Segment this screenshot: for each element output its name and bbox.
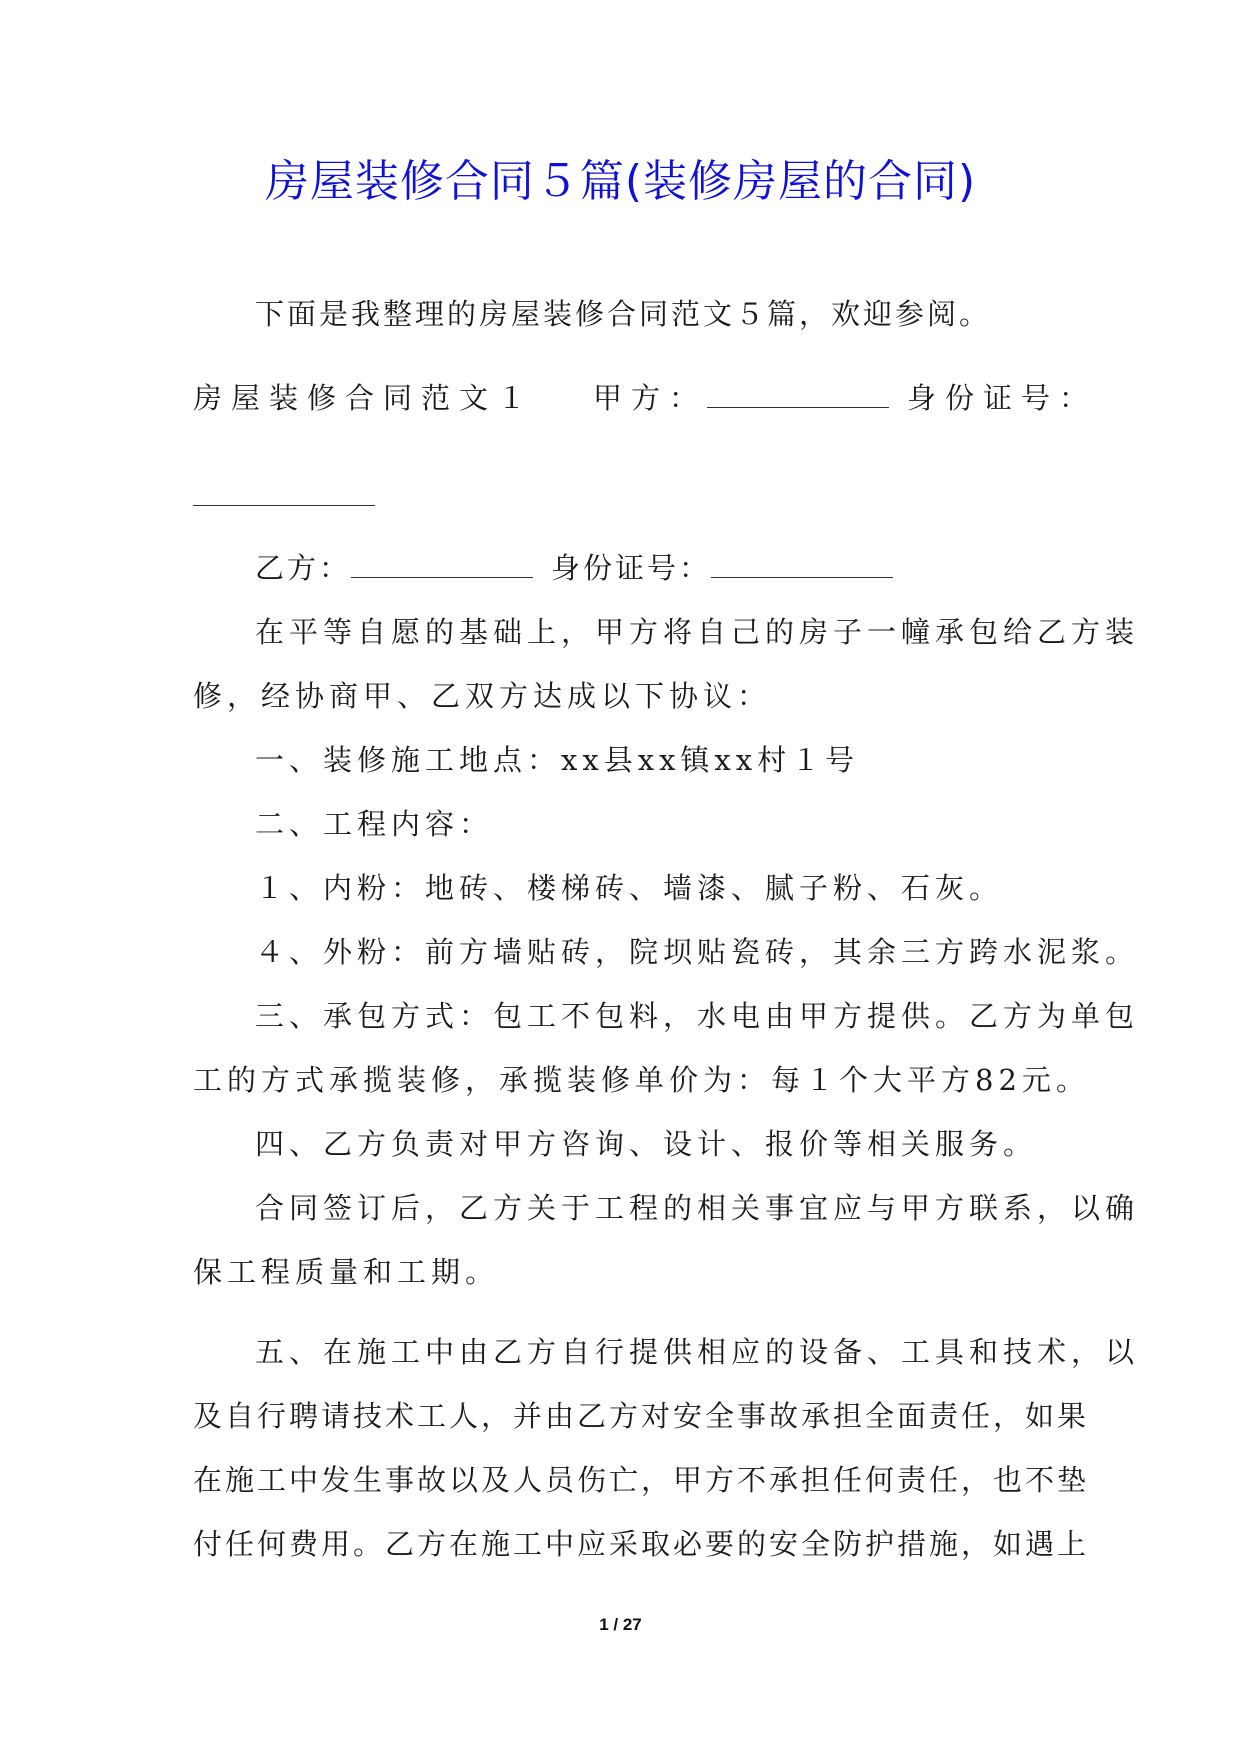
- party-a-id-blank: [193, 479, 375, 506]
- paragraph-line: 在施工中发生事故以及人员伤亡，甲方不承担任何责任，也不垫: [193, 1463, 1090, 1497]
- paragraph-line: 四、乙方负责对甲方咨询、设计、报价等相关服务。: [255, 1127, 1038, 1161]
- document-title: 房屋装修合同５篇(装修房屋的合同): [264, 156, 977, 207]
- party-b-blank: [351, 551, 533, 578]
- party-a-id-label: 身份证号：: [907, 381, 1098, 415]
- paragraph-line: １、内粉：地砖、楼梯砖、墙漆、腻子粉、石灰。: [255, 871, 1004, 905]
- paragraph-line: ４、外粉：前方墙贴砖，院坝贴瓷砖，其余三方跨水泥浆。: [255, 935, 1140, 969]
- party-a-id-blank-row: [193, 476, 375, 516]
- paragraph-line: 保工程质量和工期。: [193, 1255, 500, 1289]
- party-b-id-blank: [711, 551, 893, 578]
- intro-paragraph: 下面是我整理的房屋装修合同范文５篇，欢迎参阅。: [255, 297, 992, 331]
- party-a-label: 甲方：: [593, 381, 708, 415]
- paragraph-line: 二、工程内容：: [255, 807, 494, 841]
- party-b-label: 乙方：: [255, 551, 352, 585]
- paragraph-line: 工的方式承揽装修，承揽装修单价为：每１个大平方82元。: [193, 1063, 1090, 1097]
- paragraph-line: 付任何费用。乙方在施工中应采取必要的安全防护措施，如遇上: [193, 1527, 1090, 1561]
- paragraph-line: 及自行聘请技术工人，并由乙方对安全事故承担全面责任，如果: [193, 1399, 1090, 1433]
- section-heading-row: [193, 378, 1097, 418]
- paragraph-line: 一、装修施工地点：xx县xx镇xx村１号: [255, 743, 860, 777]
- page-number: 1 / 27: [599, 1615, 642, 1634]
- section-heading: 房屋装修合同范文１: [193, 381, 536, 415]
- paragraph-line: 三、承包方式：包工不包料，水电由甲方提供。乙方为单包: [255, 999, 1140, 1033]
- party-b-id-label: 身份证号：: [551, 551, 712, 585]
- paragraph-line: 合同签订后，乙方关于工程的相关事宜应与甲方联系，以确: [255, 1191, 1140, 1225]
- party-b-row: [255, 548, 893, 588]
- paragraph-line: 修，经协商甲、乙双方达成以下协议：: [193, 679, 772, 713]
- paragraph-line: 在平等自愿的基础上，甲方将自己的房子一幢承包给乙方装: [255, 615, 1140, 649]
- paragraph-line: 五、在施工中由乙方自行提供相应的设备、工具和技术，以: [255, 1335, 1140, 1369]
- party-a-blank: [707, 381, 889, 408]
